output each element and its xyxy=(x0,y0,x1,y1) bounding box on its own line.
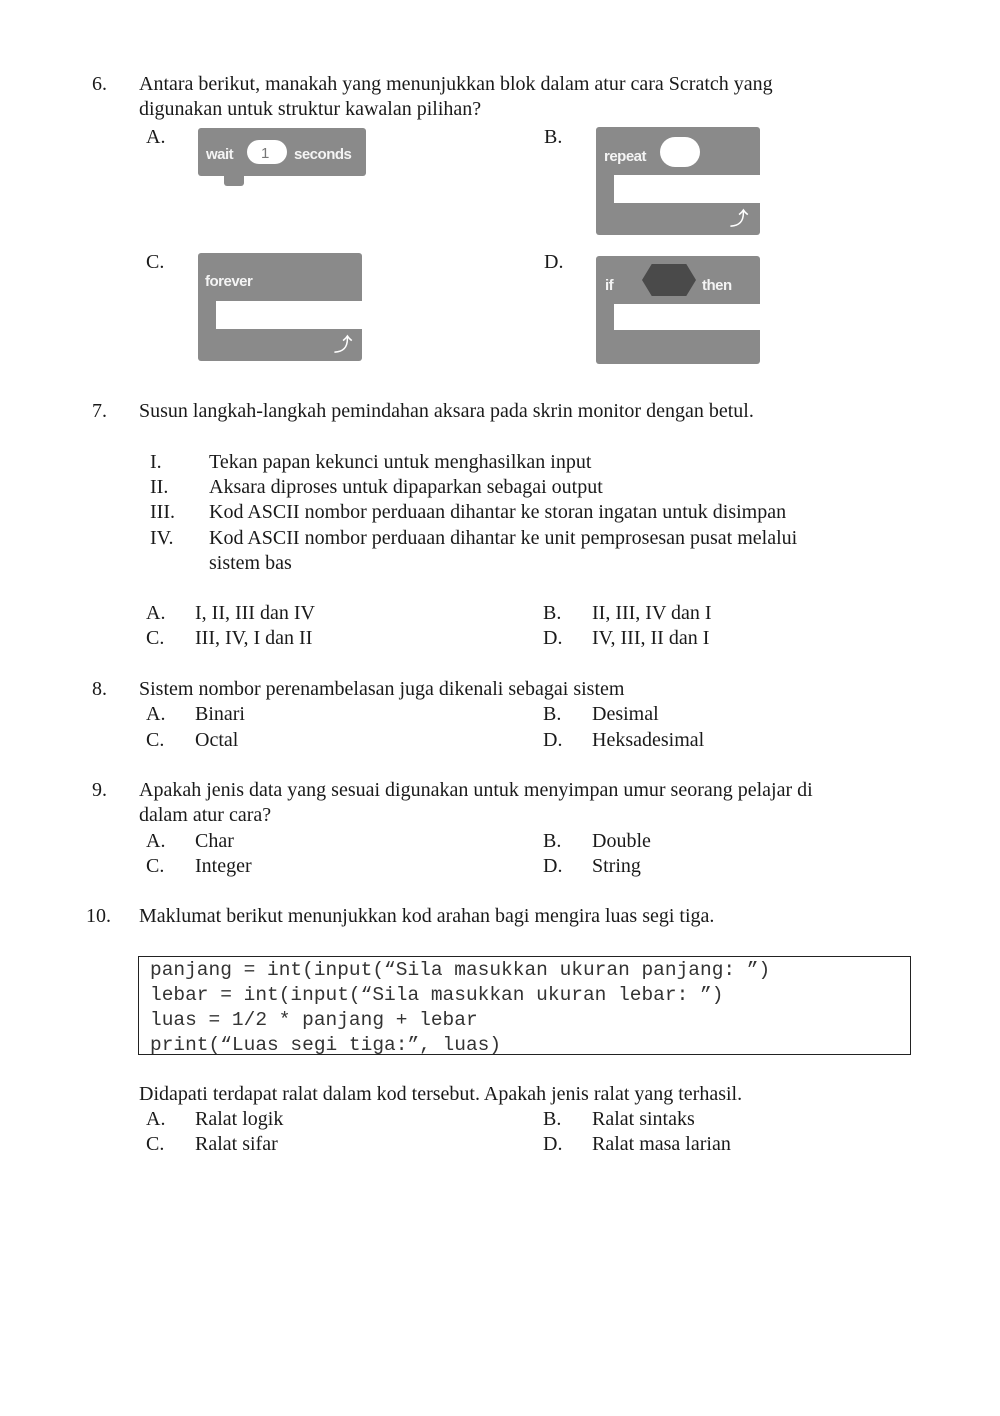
option-text: I, II, III dan IV xyxy=(195,602,315,624)
option-label: B. xyxy=(543,602,562,624)
block-notch xyxy=(224,174,244,186)
option-label[interactable]: D. xyxy=(544,251,564,273)
number-input-slot xyxy=(247,140,287,164)
boolean-slot xyxy=(642,264,696,296)
question-text: Sistem nombor perenambelasan juga dikenali sebagai sistem xyxy=(139,678,625,700)
code-line: lebar = int(input(“Sila masukkan ukuran lebar: ”) xyxy=(150,984,724,1006)
option-label: C. xyxy=(146,1133,165,1155)
code-line: panjang = int(input(“Sila masukkan ukuran panjang: ”) xyxy=(150,959,771,981)
question-number: 9. xyxy=(92,779,107,801)
option-text: Heksadesimal xyxy=(592,729,705,751)
code-block xyxy=(138,956,911,1055)
option-label: D. xyxy=(543,627,563,649)
option-text: Ralat sintaks xyxy=(592,1108,695,1130)
step-numeral: I. xyxy=(150,451,162,473)
block-mouth xyxy=(614,175,760,203)
question-number: 10. xyxy=(86,905,111,927)
option-text: Double xyxy=(592,830,651,852)
step-numeral: IV. xyxy=(150,527,174,549)
option-label: D. xyxy=(543,1133,563,1155)
option-text: Integer xyxy=(195,855,252,877)
number-input-slot xyxy=(660,137,700,167)
question-text: dalam atur cara? xyxy=(139,804,272,826)
block-word: repeat xyxy=(604,148,647,165)
step-text: Kod ASCII nombor perduaan dihantar ke storan ingatan untuk disimpan xyxy=(209,501,787,523)
block-word: then xyxy=(702,277,732,294)
loop-arrow-icon: ⤴ xyxy=(730,209,748,229)
code-line: print(“Luas segi tiga:”, luas) xyxy=(150,1034,502,1056)
step-text: Kod ASCII nombor perduaan dihantar ke unit pemprosesan pusat melalui xyxy=(209,527,798,549)
option-label: C. xyxy=(146,627,165,649)
option-text: Char xyxy=(195,830,234,852)
option-text: II, III, IV dan I xyxy=(592,602,712,624)
option-text: Binari xyxy=(195,703,245,725)
scratch-forever-block[interactable] xyxy=(198,253,362,361)
scratch-if-then-block[interactable] xyxy=(596,256,760,364)
option-label: A. xyxy=(146,830,166,852)
option-label: B. xyxy=(543,830,562,852)
option-text: Octal xyxy=(195,729,239,751)
code-line: luas = 1/2 * panjang + lebar xyxy=(150,1009,478,1031)
option-text: IV, III, II dan I xyxy=(592,627,710,649)
option-text: Ralat masa larian xyxy=(592,1133,731,1155)
option-label[interactable]: C. xyxy=(146,251,165,273)
question-text: Antara berikut, manakah yang menunjukkan blok dalam atur cara Scratch yang xyxy=(139,73,773,95)
question-text: digunakan untuk struktur kawalan pilihan? xyxy=(139,98,482,120)
loop-arrow-icon: ⤴ xyxy=(334,335,352,355)
question-text: Maklumat berikut menunjukkan kod arahan bagi mengira luas segi tiga. xyxy=(139,905,715,927)
option-label: B. xyxy=(543,1108,562,1130)
option-label: B. xyxy=(543,703,562,725)
option-label: C. xyxy=(146,855,165,877)
followup-text: Didapati terdapat ralat dalam kod tersebut. Apakah jenis ralat yang terhasil. xyxy=(139,1083,743,1105)
option-label[interactable]: A. xyxy=(146,126,166,148)
option-text: III, IV, I dan II xyxy=(195,627,313,649)
option-text: Ralat logik xyxy=(195,1108,284,1130)
option-text: Ralat sifar xyxy=(195,1133,278,1155)
scratch-repeat-block[interactable] xyxy=(596,127,760,235)
option-label: A. xyxy=(146,602,166,624)
question-number: 8. xyxy=(92,678,107,700)
block-word: wait xyxy=(206,146,234,163)
option-label: A. xyxy=(146,1108,166,1130)
option-label: C. xyxy=(146,729,165,751)
option-label: D. xyxy=(543,729,563,751)
step-text: sistem bas xyxy=(209,552,292,574)
question-text: Susun langkah-langkah pemindahan aksara pada skrin monitor dengan betul. xyxy=(139,400,754,422)
block-mouth xyxy=(614,304,760,330)
slot-value: 1 xyxy=(261,145,269,162)
option-text: Desimal xyxy=(592,703,659,725)
block-word: if xyxy=(605,277,614,294)
step-text: Aksara diproses untuk dipaparkan sebagai output xyxy=(209,476,603,498)
block-mouth xyxy=(216,301,362,329)
question-number: 7. xyxy=(92,400,107,422)
scratch-wait-block[interactable] xyxy=(198,128,366,176)
block-word: forever xyxy=(205,273,253,290)
step-text: Tekan papan kekunci untuk menghasilkan input xyxy=(209,451,592,473)
block-word: seconds xyxy=(294,146,352,163)
step-numeral: II. xyxy=(150,476,169,498)
step-numeral: III. xyxy=(150,501,175,523)
option-label: D. xyxy=(543,855,563,877)
option-text: String xyxy=(592,855,641,877)
option-label[interactable]: B. xyxy=(544,126,563,148)
question-number: 6. xyxy=(92,73,107,95)
question-text: Apakah jenis data yang sesuai digunakan untuk menyimpan umur seorang pelajar di xyxy=(139,779,813,801)
option-label: A. xyxy=(146,703,166,725)
